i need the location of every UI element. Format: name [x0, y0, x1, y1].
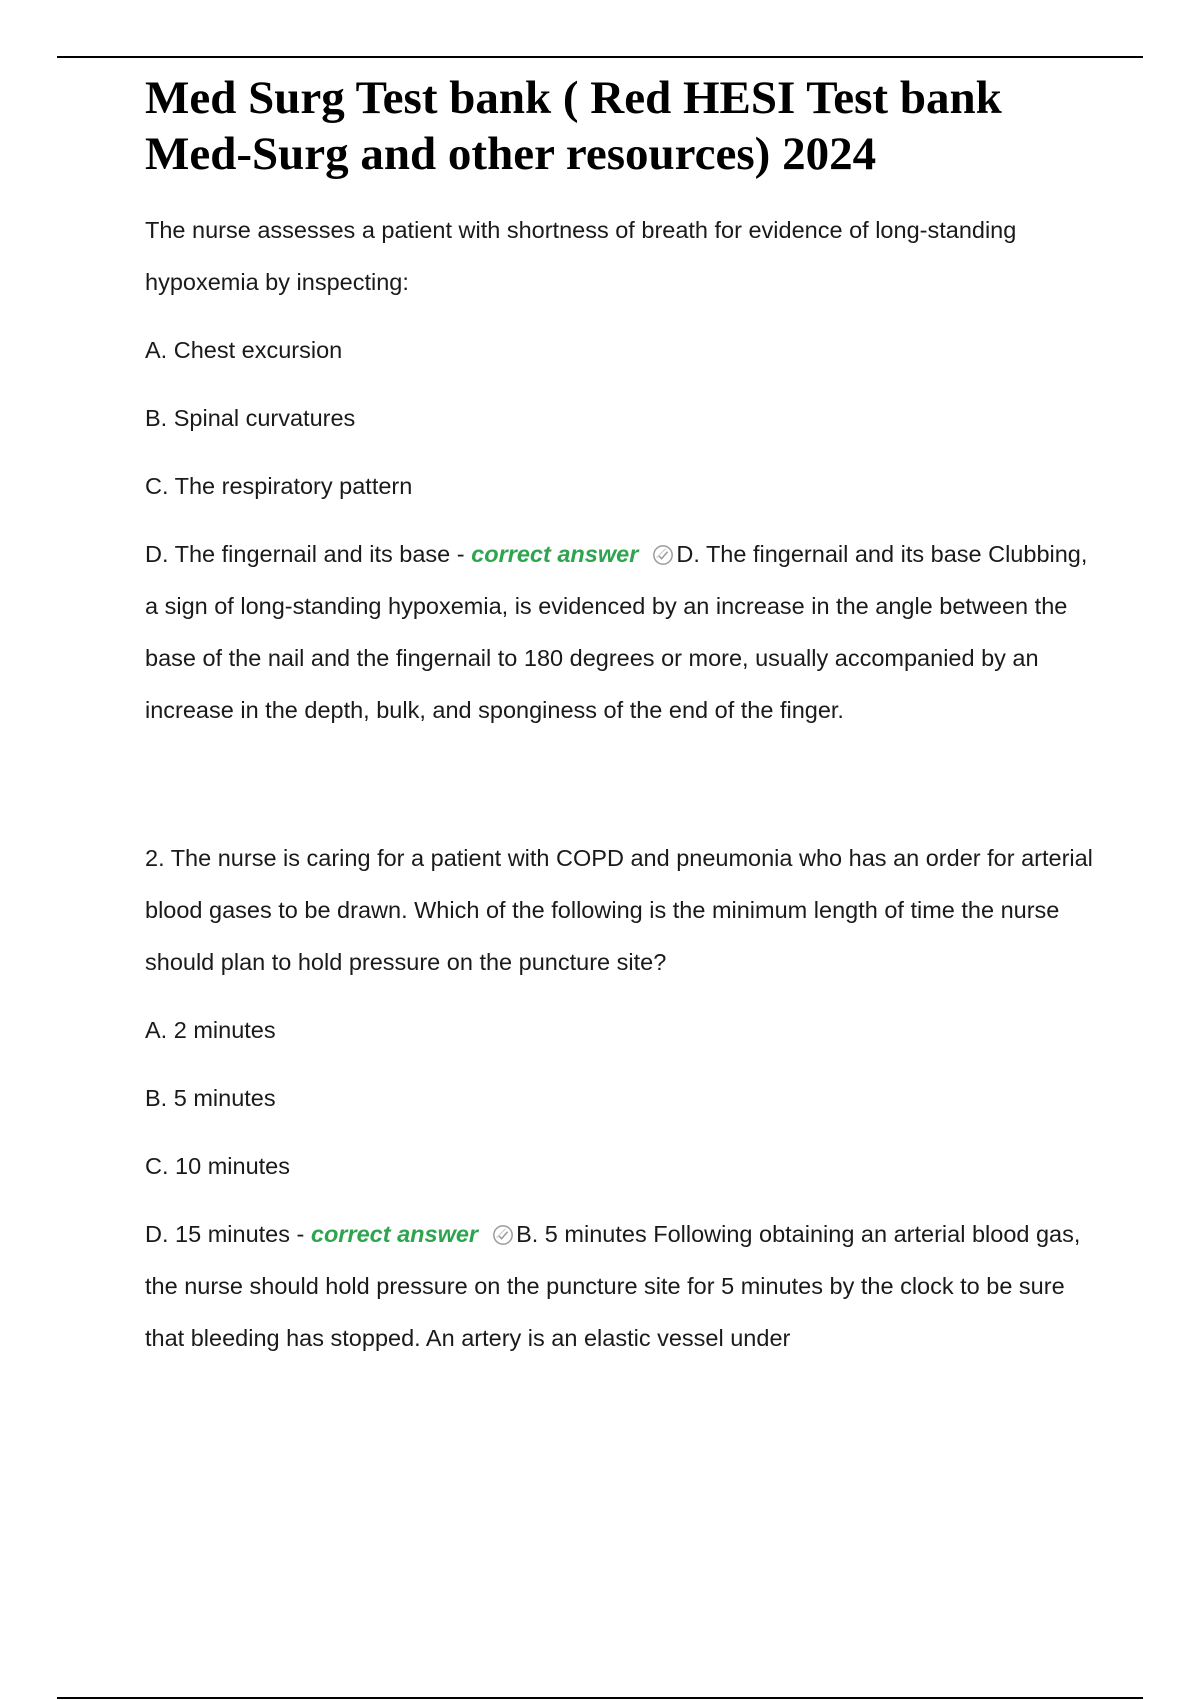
check-circle-icon [492, 1224, 514, 1246]
question-2-option-b: B. 5 minutes [145, 1085, 276, 1111]
question-1 [145, 204, 1095, 736]
question-2-option-a: A. 2 minutes [145, 1017, 276, 1043]
check-circle-icon [652, 544, 674, 566]
question-2-stem: 2. The nurse is caring for a patient with COPD and pneumonia who has an order for arterial blood gases to be drawn. Which of the following is the minimum length of time the nurse should plan to hold pressure on the puncture site? [145, 845, 1093, 975]
question-2-option-d: D. 15 minutes - [145, 1221, 311, 1247]
correct-answer-label: correct answer [310, 1221, 479, 1247]
question-1-stem: The nurse assesses a patient with shortness of breath for evidence of long-standing hypoxemia by inspecting: [145, 217, 1017, 295]
document-page [145, 70, 1095, 1380]
top-rule [57, 56, 1143, 58]
question-1-option-b: B. Spinal curvatures [145, 405, 356, 431]
question-2-option-c: C. 10 minutes [145, 1153, 290, 1179]
question-1-option-c: C. The respiratory pattern [145, 473, 413, 499]
correct-answer-label: correct answer [471, 541, 639, 567]
question-1-option-a: A. Chest excursion [145, 337, 343, 363]
question-2-rationale: B. 5 minutes Following obtaining an arterial blood gas, the nurse should hold pressure on the puncture site for 5 minutes by the clock to be sure that bleeding has stopped. An artery is an elastic vessel under [145, 1221, 1081, 1351]
document-title: Med Surg Test bank ( Red HESI Test bank Med-Surg and other resources) 2024 [145, 72, 1002, 180]
question-spacer [145, 752, 1095, 832]
question-1-option-d: D. The fingernail and its base - [145, 541, 472, 567]
question-1-rationale: D. The fingernail and its base Clubbing, a sign of long-standing hypoxemia, is evidenced by an increase in the angle between the base of the nail and the fingernail to 180 degrees or more, usually accompanied by an increase in the depth, bulk, and sponginess of the end of the finger. [145, 541, 1088, 723]
bottom-rule [57, 1697, 1143, 1699]
question-1-option-d-with-rationale [145, 528, 1095, 736]
question-2 [145, 832, 1095, 1364]
question-2-option-d-with-rationale [145, 1208, 1095, 1364]
